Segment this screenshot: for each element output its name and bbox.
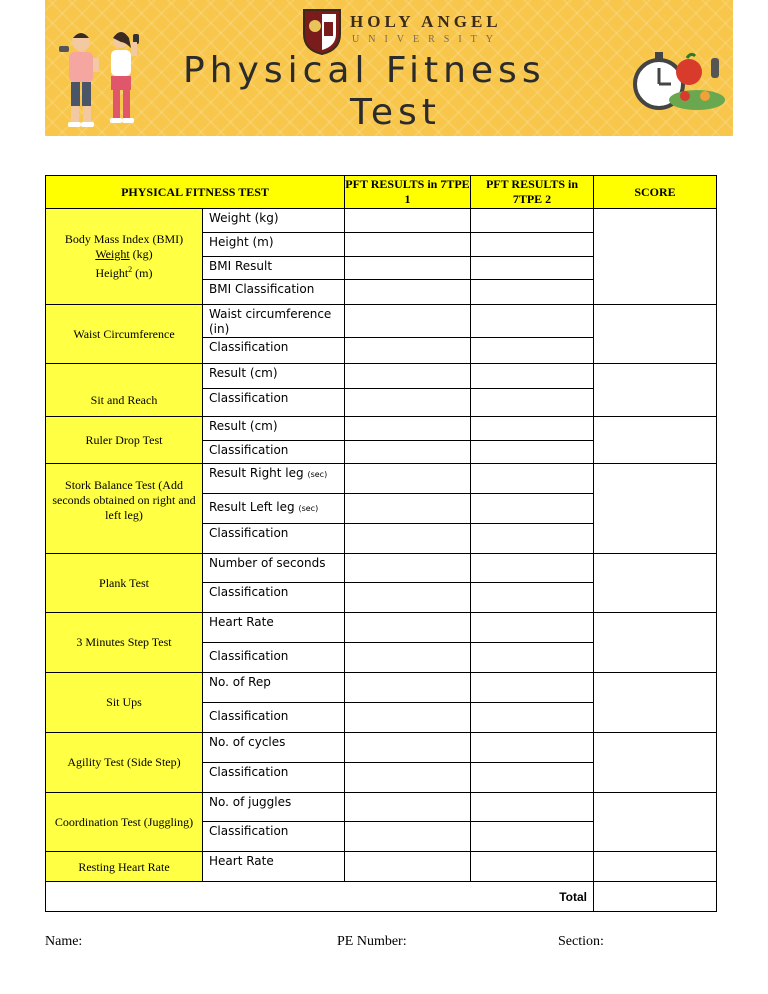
plank-score-cell[interactable] (594, 554, 717, 613)
bmi-height-result-2[interactable] (471, 233, 594, 257)
header-result-1: PFT RESULTS in 7TPE 1 (345, 176, 471, 209)
plank-category: Plank Test (46, 554, 203, 613)
name-field-label: Name: (45, 934, 83, 949)
table-row (46, 613, 717, 643)
university-subtitle: UNIVERSITY (352, 34, 502, 45)
waist-category: Waist Circumference (46, 305, 203, 364)
fitness-test-table (45, 175, 717, 912)
sit-reach-result-1[interactable] (345, 364, 471, 389)
resting-heart-rate-label: Heart Rate (203, 852, 345, 882)
bmi-formula-denominator (46, 262, 202, 281)
waist-result-1[interactable] (345, 305, 471, 338)
coordination-classification-result-2[interactable] (471, 822, 594, 852)
stork-left-leg-unit: (sec) (298, 504, 319, 513)
bmi-label: Body Mass Index (BMI) (64, 232, 184, 246)
stork-classification-result-1[interactable] (345, 524, 471, 554)
ruler-drop-category: Ruler Drop Test (46, 417, 203, 464)
total-label: Total (46, 882, 594, 912)
bmi-height-result-1[interactable] (345, 233, 471, 257)
stork-right-leg-unit: (sec) (307, 470, 328, 479)
pe-number-field-label: PE Number: (337, 934, 407, 949)
agility-category: Agility Test (Side Step) (46, 733, 203, 793)
resting-heart-rate-result-2[interactable] (471, 852, 594, 882)
resting-heart-rate-category: Resting Heart Rate (46, 852, 203, 882)
plank-classification-label: Classification (203, 583, 345, 613)
sit-ups-category: Sit Ups (46, 673, 203, 733)
sit-reach-category: Sit and Reach (46, 364, 203, 417)
ruler-drop-result-label: Result (cm) (203, 417, 345, 441)
stork-classification-result-2[interactable] (471, 524, 594, 554)
sit-ups-rep-result-2[interactable] (471, 673, 594, 703)
bmi-classification-result-2[interactable] (471, 280, 594, 305)
table-row (46, 364, 717, 389)
stork-left-result-1[interactable] (345, 494, 471, 524)
ruler-drop-classification-result-2[interactable] (471, 441, 594, 464)
bmi-score-cell[interactable] (594, 209, 717, 305)
table-row (46, 305, 717, 338)
ruler-drop-score-cell[interactable] (594, 417, 717, 464)
waist-result-2[interactable] (471, 305, 594, 338)
bmi-formula-exponent: 2 (128, 265, 133, 274)
bmi-formula-height: Height (95, 266, 129, 280)
step-classification-result-2[interactable] (471, 643, 594, 673)
agility-classification-label: Classification (203, 763, 345, 793)
university-crest-icon (300, 6, 344, 56)
table-row (46, 673, 717, 703)
sit-ups-rep-label: No. of Rep (203, 673, 345, 703)
table-row (46, 417, 717, 441)
plank-classification-result-2[interactable] (471, 583, 594, 613)
sit-reach-classification-result-2[interactable] (471, 389, 594, 417)
sit-ups-classification-result-2[interactable] (471, 703, 594, 733)
stork-balance-score-cell[interactable] (594, 464, 717, 554)
university-name: HOLY ANGEL (350, 12, 502, 31)
step-classification-result-1[interactable] (345, 643, 471, 673)
coordination-juggles-result-2[interactable] (471, 793, 594, 822)
bmi-result-label: BMI Result (203, 257, 345, 280)
sit-reach-result-2[interactable] (471, 364, 594, 389)
bmi-weight-result-2[interactable] (471, 209, 594, 233)
exercising-people-illustration (53, 28, 163, 133)
header-banner (45, 0, 733, 136)
waist-score-cell[interactable] (594, 305, 717, 364)
table-row (46, 852, 717, 882)
bmi-weight-label: Weight (kg) (203, 209, 345, 233)
bmi-classification-result-1[interactable] (345, 280, 471, 305)
waist-classification-result-2[interactable] (471, 338, 594, 364)
agility-classification-result-2[interactable] (471, 763, 594, 793)
waist-classification-result-1[interactable] (345, 338, 471, 364)
university-logo (300, 6, 502, 56)
plank-seconds-label: Number of seconds (203, 554, 345, 583)
table-row (46, 464, 717, 494)
header-score: SCORE (594, 176, 717, 209)
stork-right-leg-label (203, 464, 345, 494)
banner-title-line1: Physical Fitness (183, 50, 546, 91)
ruler-drop-result-1[interactable] (345, 417, 471, 441)
stork-right-result-2[interactable] (471, 464, 594, 494)
table-row (46, 733, 717, 763)
stork-classification-label: Classification (203, 524, 345, 554)
bmi-formula-numerator (46, 247, 202, 262)
ruler-drop-classification-label: Classification (203, 441, 345, 464)
ruler-drop-classification-result-1[interactable] (345, 441, 471, 464)
stork-left-leg-label (203, 494, 345, 524)
bmi-result-2[interactable] (471, 257, 594, 280)
sit-reach-result-label: Result (cm) (203, 364, 345, 389)
stork-right-result-1[interactable] (345, 464, 471, 494)
stork-left-leg-text: Result Left leg (209, 500, 295, 514)
plank-seconds-result-2[interactable] (471, 554, 594, 583)
waist-classification-label: Classification (203, 338, 345, 364)
table-row (46, 554, 717, 583)
step-heart-rate-result-1[interactable] (345, 613, 471, 643)
step-classification-label: Classification (203, 643, 345, 673)
sit-ups-rep-result-1[interactable] (345, 673, 471, 703)
bmi-formula-height-unit: (m) (132, 266, 153, 280)
step-heart-rate-result-2[interactable] (471, 613, 594, 643)
header-result-2: PFT RESULTS in 7TPE 2 (471, 176, 594, 209)
coordination-juggles-label: No. of juggles (203, 793, 345, 822)
table-row (46, 793, 717, 822)
resting-heart-rate-result-1[interactable] (345, 852, 471, 882)
bmi-category (46, 209, 203, 305)
agility-classification-result-1[interactable] (345, 763, 471, 793)
coordination-category: Coordination Test (Juggling) (46, 793, 203, 852)
bmi-height-label: Height (m) (203, 233, 345, 257)
resting-heart-rate-score-cell[interactable] (594, 852, 717, 882)
plank-classification-result-1[interactable] (345, 583, 471, 613)
coordination-classification-label: Classification (203, 822, 345, 852)
agility-cycles-label: No. of cycles (203, 733, 345, 763)
step-test-score-cell[interactable] (594, 613, 717, 673)
step-heart-rate-label: Heart Rate (203, 613, 345, 643)
agility-cycles-result-1[interactable] (345, 733, 471, 763)
sit-reach-classification-label: Classification (203, 389, 345, 417)
ruler-drop-result-2[interactable] (471, 417, 594, 441)
table-row (46, 209, 717, 233)
total-row (46, 882, 717, 912)
stopwatch-food-icon (629, 48, 729, 118)
sit-reach-score-cell[interactable] (594, 364, 717, 417)
plank-seconds-result-1[interactable] (345, 554, 471, 583)
agility-score-cell[interactable] (594, 733, 717, 793)
bmi-result-1[interactable] (345, 257, 471, 280)
bmi-classification-label: BMI Classification (203, 280, 345, 305)
step-test-category: 3 Minutes Step Test (46, 613, 203, 673)
sit-reach-classification-result-1[interactable] (345, 389, 471, 417)
sit-ups-classification-label: Classification (203, 703, 345, 733)
total-score-cell[interactable] (594, 882, 717, 912)
bmi-formula-weight: Weight (95, 247, 130, 261)
sit-ups-score-cell[interactable] (594, 673, 717, 733)
sit-ups-classification-result-1[interactable] (345, 703, 471, 733)
coordination-classification-result-1[interactable] (345, 822, 471, 852)
agility-cycles-result-2[interactable] (471, 733, 594, 763)
header-test: PHYSICAL FITNESS TEST (46, 176, 345, 209)
stork-right-leg-text: Result Right leg (209, 466, 304, 480)
section-field-label: Section: (558, 934, 604, 949)
coordination-juggles-result-1[interactable] (345, 793, 471, 822)
coordination-score-cell[interactable] (594, 793, 717, 852)
banner-title-line2: Test (350, 92, 441, 133)
stork-left-result-2[interactable] (471, 494, 594, 524)
bmi-formula-weight-unit: (kg) (129, 247, 153, 261)
bmi-weight-result-1[interactable] (345, 209, 471, 233)
waist-measure-label: Waist circumference (in) (203, 305, 345, 338)
stork-balance-category: Stork Balance Test (Add seconds obtained on right and left leg) (46, 464, 203, 554)
table-header-row (46, 176, 717, 209)
